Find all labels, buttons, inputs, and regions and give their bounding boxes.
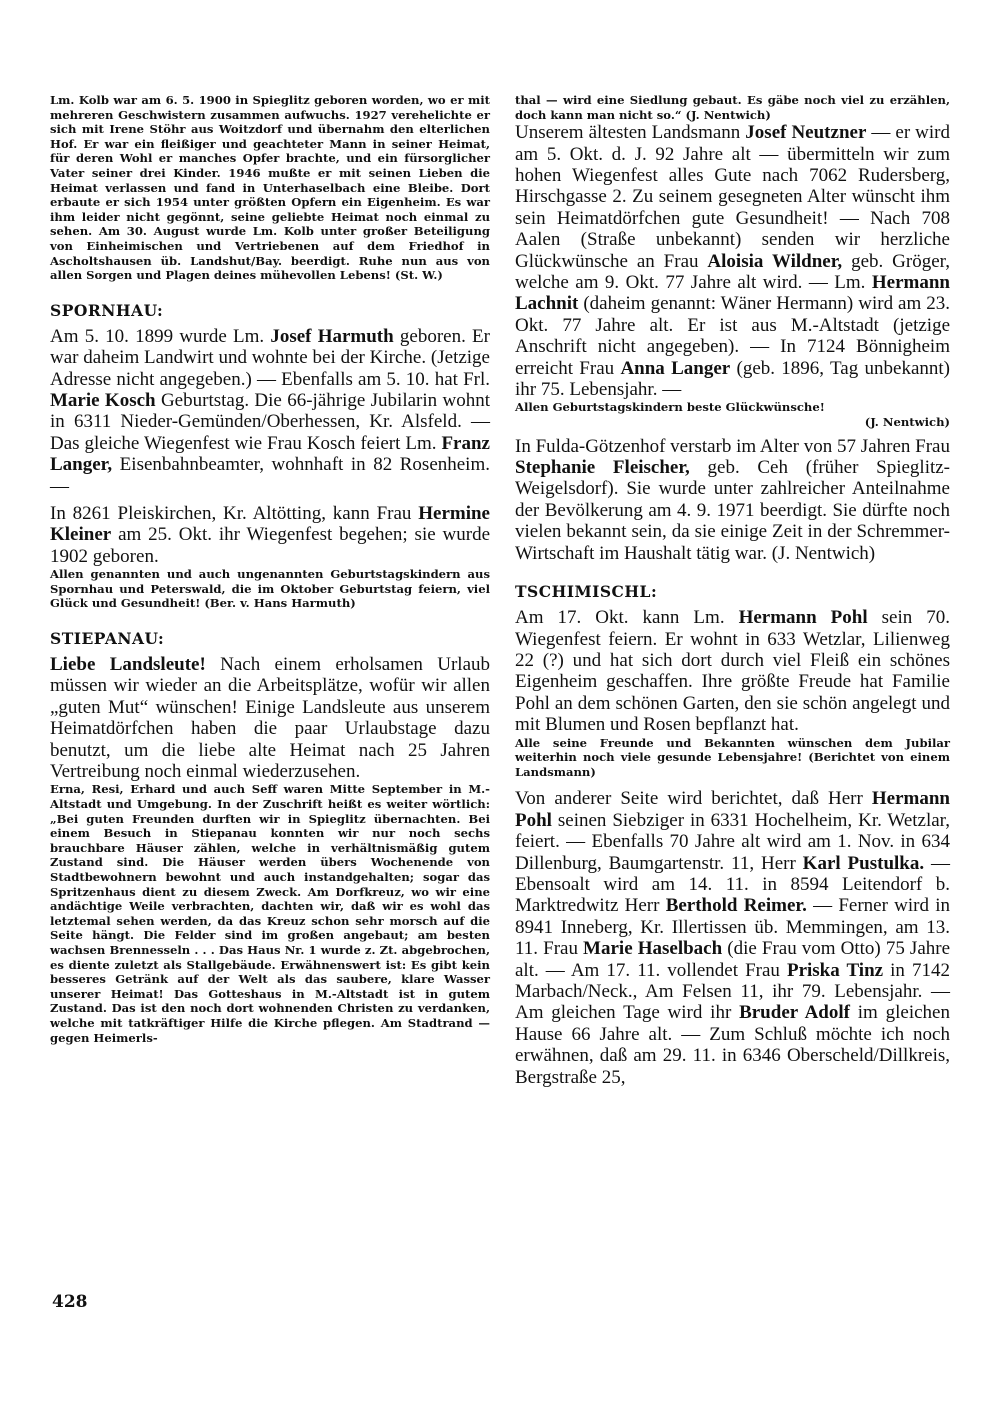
tschimischl-paragraph-2: Von anderer Seite wird berichtet, daß Herr Hermann Pohl seinen Siebziger in 6331 Hochelheim, Kr. Wetzlar, feiert. — Ebenfalls 70 Jahre alt wird am 1. Nov. in 634 Dillenburg, Baumgartenstr. 11, Herr Karl Pustulka. — Ebensoalt wird am 14. 11. in 8594 Leitendorf b. Marktredwitz Herr Berthold Reimer. — Ferner wird in 8941 Inneberg, Kr. Illertissen üb. Memmingen, am 13. 11. Frau Marie Haselbach (die Frau vom Otto) 75 Jahre alt. — Am 17. 11. vollendet Frau Priska Tinz in 7142 Marbach/Neck., Am Felsen 11, ihr 79. Lebensjahr. — Am gleichen Tage wird ihr Bruder Adolf im gleichen Hause 66 Jahre alt. — Zum Schluß möchte ich noch erwähnen, daß am 29. 11. in 6346 Oberscheld/Dillkreis, Bergstraße 25, [515, 788, 951, 1088]
spornhau-greeting: Allen genannten und auch ungenannten Geburtstagskindern aus Spornhau und Peterswald, die im Oktober Geburtstag feiern, viel Glück und Gesundheit! (Ber. v. Hans Harmuth) [50, 567, 490, 611]
right-column [515, 93, 950, 1088]
kolb-obituary: Lm. Kolb war am 6. 5. 1900 in Spieglitz geboren worden, wo er mit mehreren Geschwistern zusammen aufwuchs. 1927 verehelichte er sich mit Irene Stöhr aus Woitzdorf und übernahm den elterlichen Hof. Er war ein fleißiger und geachteter Mann in seiner Heimat, für deren Wohl er manches Opfer brachte, und ein fürsorglicher Vater seiner drei Kinder. 1946 mußte er mit seinen Lieben die Heimat verlassen und fand in Unterhaselbach eine Bleibe. Dort erbaute er sich 1954 unter größten Opfern ein Eigenheim. Es war ihm leider nicht gegönnt, seine geliebte Heimat noch einmal zu sehen. Am 30. August wurde Lm. Kolb unter großer Beteiligung von Einheimischen und Vertriebenen auf dem Friedhof in Ascholtshausen üb. Landshut/Bay. beerdigt. Ruhe nun aus von allen Sorgen und Plagen deines mühevollen Lebens! (St. W.) [50, 93, 490, 283]
left-column [50, 93, 490, 1045]
spornhau-paragraph-2: In 8261 Pleiskirchen, Kr. Altötting, kann Frau Hermine Kleiner am 25. Okt. ihr Wiegenfest begehen; sie wurde 1902 geboren. [50, 502, 490, 567]
spornhau-paragraph-1: Am 5. 10. 1899 wurde Lm. Josef Harmuth geboren. Er war daheim Landwirt und wohnte bei der Kirche. (Jetzige Adresse nicht angegeben.) — Ebenfalls am 5. 10. hat Frl. Marie Kosch Geburtstag. Die 66-jährige Jubilarin wohnt in 6311 Nieder-Gemünden/Oberhessen, Kr. Alsfeld. — Das gleiche Wiegenfest wie Frau Kosch feiert Lm. Franz Langer, Eisenbahnbeamter, wohnhaft in 82 Rosenheim. — [50, 325, 490, 497]
tschimischl-greeting: Alle seine Freunde und Bekannten wünschen dem Jubilar weiterhin noch viele gesunde Lebensjahre! (Berichtet von einem Landsmann) [515, 735, 950, 779]
heading-stiepanau: STIEPANAU: [50, 628, 165, 648]
heading-tschimischl: TSCHIMISCHL: [515, 582, 658, 602]
stiepanau-report: Erna, Resi, Erhard und auch Seff waren Mitte September in M.-Altstadt und Umgebung. In der Zuschrift heißt es weiter wörtlich: „Bei guten Freunden durften wir in Spieglitz übernachten. Bei einem Besuch in Stiepanau konnten wir nur noch sechs brauchbare Häuser zählen, welche in verhältnismäßig gutem Zustand sind. Die Häuser werden übers Wochenende von Stadtbewohnern bewohnt und auch instandgehalten; sogar das Spritzenhaus dient zu diesem Zweck. Am Dorfkreuz, wo wir eine andächtige Weile verbrachten, dachten wir, daß wir es wohl das letztemal sehen werden, da das Kreuz schon sehr morsch auf die Seite hängt. Die Felder sind im großen angebaut; am besten wachsen Brennesseln . . . Das Haus Nr. 1 wurde z. Zt. abgebrochen, es diente zuletzt als Stallgebäude. Erwähnenswert ist: Es gibt kein besseres Getränk auf der Welt als das saubere, klare Wasser unserer Heimat! Das Gotteshaus in M.-Altstadt ist in gutem Zustand. Das ist den noch dort wohnenden Christen zu verdanken, welche mit tatkräftiger Hilfe die Kirche pflegen. Am Stadtrand — gegen Heimerls- [50, 782, 490, 1045]
heading-spornhau: SPORNHAU: [50, 300, 164, 320]
birthday-paragraph: Unserem ältesten Landsmann Josef Neutzner — er wird am 5. Okt. d. J. 92 Jahre alt — übermitteln wir zum hohen Wiegenfest alles Gute nach 7062 Rudersberg, Hirschgasse 2. Zu seinem gesegneten Alter wünscht ihm sein Heimatdörfchen gute Gesundheit! — Nach 708 Aalen (Straße unbekannt) senden wir herzliche Glückwünsche an Frau Aloisia Wildner, geb. Gröger, welche am 9. Okt. 77 Jahre alt wird. — Lm. Hermann Lachnit (daheim genannt: Wäner Hermann) wird am 23. Okt. 77 Jahre alt. Er ist aus M.-Altstadt (jetzige Anschrift nicht angegeben). — In 7124 Bönnigheim erreicht Frau Anna Langer (geb. 1896, Tag unbekannt) ihr 75. Lebensjahr. — [515, 122, 950, 401]
stiepanau-paragraph-1: Liebe Landsleute! Nach einem erholsamen Urlaub müssen wir wieder an die Arbeitsplätze, wofür wir allen „guten Mut“ wünschen! Einige Landsleute aus unserem Heimatdörfchen haben die paar Urlaubstage dazu benutzt, um die liebe alte Heimat nach 25 Jahren Vertreibung noch einmal wiederzusehen. [50, 653, 490, 782]
tschimischl-paragraph-1: Am 17. Okt. kann Lm. Hermann Pohl sein 70. Wiegenfest feiern. Er wohnt in 633 Wetzlar, Lilienweg 22 (?) und hat sich dort durch viel Fleiß ein schönes Eigenheim geschaffen. Ihre größte Freude hat Familie Pohl an dem schönen Garten, den sie schön angelegt und mit Blumen und Rosen bepflanzt hat. [515, 607, 950, 736]
birthday-greeting: Allen Geburtstagskindern beste Glückwünsche! [515, 400, 825, 415]
fleischer-obituary: In Fulda-Götzenhof verstarb im Alter von 57 Jahren Frau Stephanie Fleischer, geb. Ceh (früher Spieglitz-Weigelsdorf). Sie wurde unter zahlreicher Anteilnahme der Bevölkerung am 4. 9. 1971 beerdigt. Sie dürfte noch vielen bekannt sein, da sie einige Zeit in der Schremmer-Wirtschaft im Haushalt tätig war. (J. Nentwich) [515, 435, 951, 564]
page-number: 428 [52, 1292, 88, 1312]
birthday-signature: (J. Nentwich) [864, 415, 950, 430]
stiepanau-report-continued: thal — wird eine Siedlung gebaut. Es gäbe noch viel zu erzählen, doch kann man nicht so.“ (J. Nentwich) [515, 93, 950, 122]
